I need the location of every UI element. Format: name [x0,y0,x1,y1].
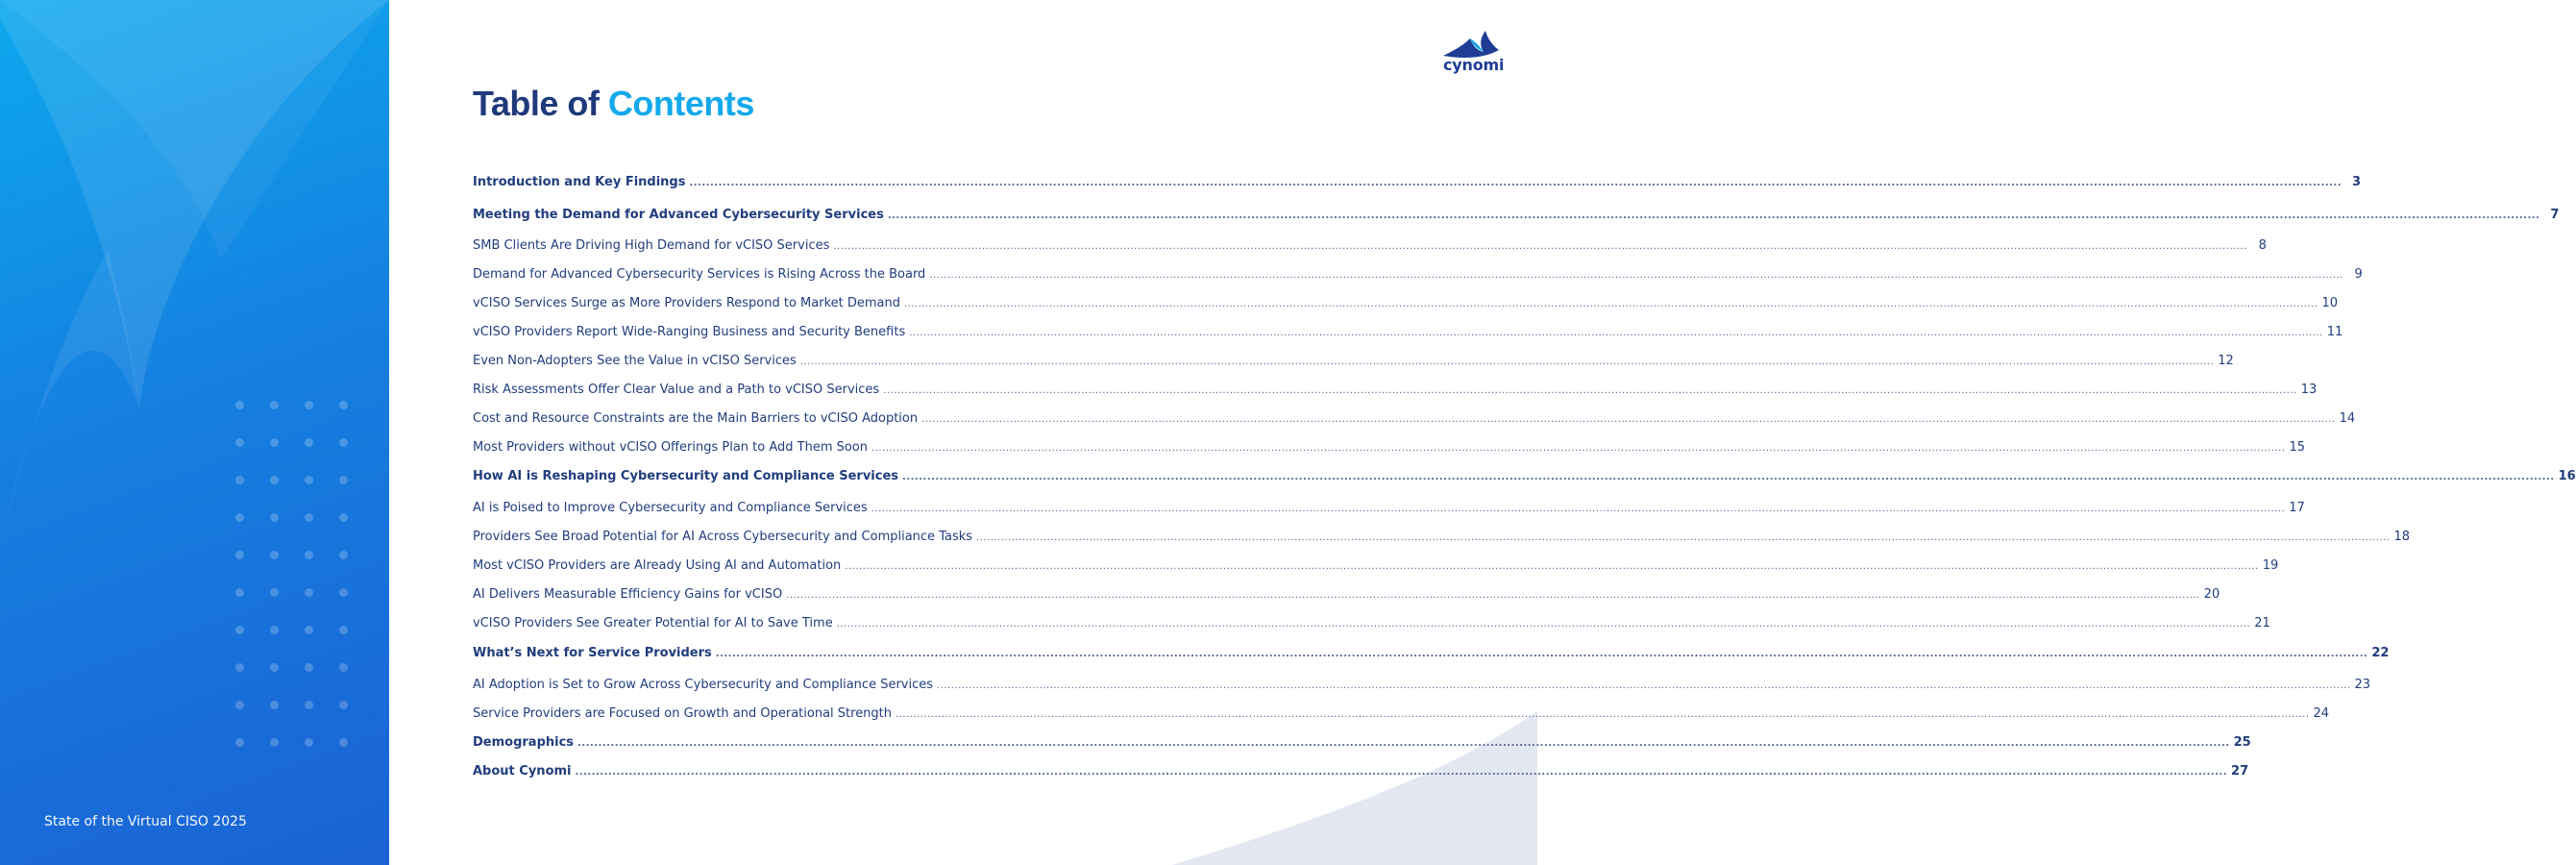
toc-page-number: 24 [2313,706,2330,721]
toc-entry[interactable] [473,238,2267,258]
toc-dot-leader: ................................................................................................................................................................................................................................................................................................................................................................................................................ [883,385,2297,396]
toc-entry-title: Service Providers are Focused on Growth and Operational Strength [473,706,893,721]
toc-page-number: 15 [2289,440,2306,455]
toc-page-number: 12 [2218,354,2234,368]
toc-dot-leader: ................................................................................................................................................................................................................................................................................................................................................................................................................ [929,270,2343,281]
toc-entry[interactable] [473,706,2330,726]
toc-entry-title: vCISO Providers Report Wide-Ranging Business and Security Benefits [473,325,906,339]
toc-entry[interactable] [473,175,2362,194]
toc-page-number: 23 [2354,678,2371,692]
toc-entry[interactable] [473,440,2306,459]
toc-page-number: 11 [2326,325,2343,339]
toc-entry[interactable] [473,587,2220,606]
toc-entry[interactable] [473,558,2279,578]
toc-entry-title: Even Non-Adopters See the Value in vCISO Services [473,354,797,368]
toc-entry[interactable] [473,325,2343,344]
toc-dot-leader: ................................................................................................................................................................................................................................................................................................................................................................................................................ [902,472,2555,482]
toc-page-number: 7 [2550,208,2560,222]
toc-page-number: 27 [2231,764,2249,778]
toc-entry[interactable] [473,383,2318,402]
toc-page-number: 21 [2254,616,2270,630]
toc-entry[interactable] [473,296,2339,315]
toc-dot-leader: ................................................................................................................................................................................................................................................................................................................................................................................................................ [909,328,2323,338]
toc-entry-title: Risk Assessments Offer Clear Value and a Path to vCISO Services [473,383,880,397]
toc-entry-title: What’s Next for Service Providers [473,646,712,660]
toc-entry[interactable] [473,267,2363,286]
toc-entry[interactable] [473,411,2356,431]
toc-page-number: 19 [2262,558,2279,573]
toc-entry-title: Meeting the Demand for Advanced Cybersecurity Services [473,208,884,222]
toc-entry-title: Introduction and Key Findings [473,175,686,189]
toc-entry-title: Demographics [473,735,575,750]
toc-dot-leader: ................................................................................................................................................................................................................................................................................................................................................................................................................ [937,680,2351,691]
toc-entry[interactable] [473,530,2411,549]
toc-dot-leader: ................................................................................................................................................................................................................................................................................................................................................................................................................ [895,709,2310,720]
toc-entry[interactable] [473,678,2371,697]
toc-dot-leader: ................................................................................................................................................................................................................................................................................................................................................................................................................ [871,443,2286,454]
toc-entry-title: Demand for Advanced Cybersecurity Services is Rising Across the Board [473,267,926,282]
toc-dot-leader: ................................................................................................................................................................................................................................................................................................................................................................................................................ [836,619,2251,630]
toc-entry-title: AI Adoption is Set to Grow Across Cybersecurity and Compliance Services [473,678,934,692]
toc-entry[interactable] [473,469,2576,488]
toc-dot-leader: ................................................................................................................................................................................................................................................................................................................................................................................................................ [786,590,2200,601]
toc-entry[interactable] [473,616,2270,635]
toc-entry-title: Providers See Broad Potential for AI Across Cybersecurity and Compliance Tasks [473,530,973,544]
dot-grid [235,401,348,747]
toc-dot-leader: ................................................................................................................................................................................................................................................................................................................................................................................................................ [976,532,2391,543]
toc-entry-title: Most vCISO Providers are Already Using AI and Automation [473,558,842,573]
toc-dot-leader: ................................................................................................................................................................................................................................................................................................................................................................................................................ [845,561,2259,572]
toc-dot-leader: ................................................................................................................................................................................................................................................................................................................................................................................................................ [575,767,2228,778]
toc-page-number: 22 [2371,646,2390,660]
toc-dot-leader: ................................................................................................................................................................................................................................................................................................................................................................................................................ [577,738,2230,749]
toc-entry[interactable] [473,764,2249,783]
sidebar-panel [0,0,389,865]
toc-entry-title: vCISO Providers See Greater Potential for AI to Save Time [473,616,833,630]
toc-entry-title: How AI is Reshaping Cybersecurity and Compliance Services [473,469,899,483]
toc-dot-leader: ................................................................................................................................................................................................................................................................................................................................................................................................................ [887,210,2540,221]
toc-entry-title: Most Providers without vCISO Offerings Plan to Add Them Soon [473,440,869,455]
toc-dot-leader: ................................................................................................................................................................................................................................................................................................................................................................................................................ [904,299,2318,309]
toc-entry-title: AI is Poised to Improve Cybersecurity and Compliance Services [473,501,868,515]
toc-page-number: 14 [2339,411,2356,426]
toc-page-number: 20 [2203,587,2220,602]
title-part-1: Table of [473,84,600,123]
title-part-2: Contents [607,84,754,123]
toc-entry[interactable] [473,354,2234,373]
toc-dot-leader: ................................................................................................................................................................................................................................................................................................................................................................................................................ [799,357,2215,367]
toc-page-number: 25 [2233,735,2251,750]
toc-entry[interactable] [473,208,2560,227]
toc-entry[interactable] [473,501,2305,520]
toc-page-number: 9 [2354,267,2363,282]
toc-dot-leader: ................................................................................................................................................................................................................................................................................................................................................................................................................ [921,414,2336,425]
toc-entry[interactable] [473,646,2390,665]
toc-entry-title: vCISO Services Surge as More Providers Respond to Market Demand [473,296,901,310]
toc-page-number: 18 [2393,530,2411,544]
toc-page-number: 3 [2351,175,2362,189]
toc-entry-title: SMB Clients Are Driving High Demand for vCISO Services [473,238,830,253]
toc-dot-leader: ................................................................................................................................................................................................................................................................................................................................................................................................................ [833,241,2247,252]
toc-page-number: 16 [2558,469,2576,483]
toc-page-number: 8 [2258,238,2267,253]
toc-dot-leader: ................................................................................................................................................................................................................................................................................................................................................................................................................ [715,649,2368,659]
toc-page-number: 17 [2289,501,2305,515]
logo-wordmark: cynomi [1443,56,1505,74]
toc-dot-leader: ................................................................................................................................................................................................................................................................................................................................................................................................................ [689,178,2343,188]
toc-page-number: 13 [2300,383,2318,397]
toc-entry[interactable] [473,735,2251,754]
toc-entry-title: AI Delivers Measurable Efficiency Gains for vCISO [473,587,783,602]
toc-entry-title: Cost and Resource Constraints are the Main Barriers to vCISO Adoption [473,411,919,426]
toc-dot-leader: ................................................................................................................................................................................................................................................................................................................................................................................................................ [871,504,2286,514]
report-name-footer: State of the Virtual CISO 2025 [44,814,247,829]
toc-entry-title: About Cynomi [473,764,572,778]
toc-page-number: 10 [2321,296,2339,310]
page-title [473,84,754,124]
